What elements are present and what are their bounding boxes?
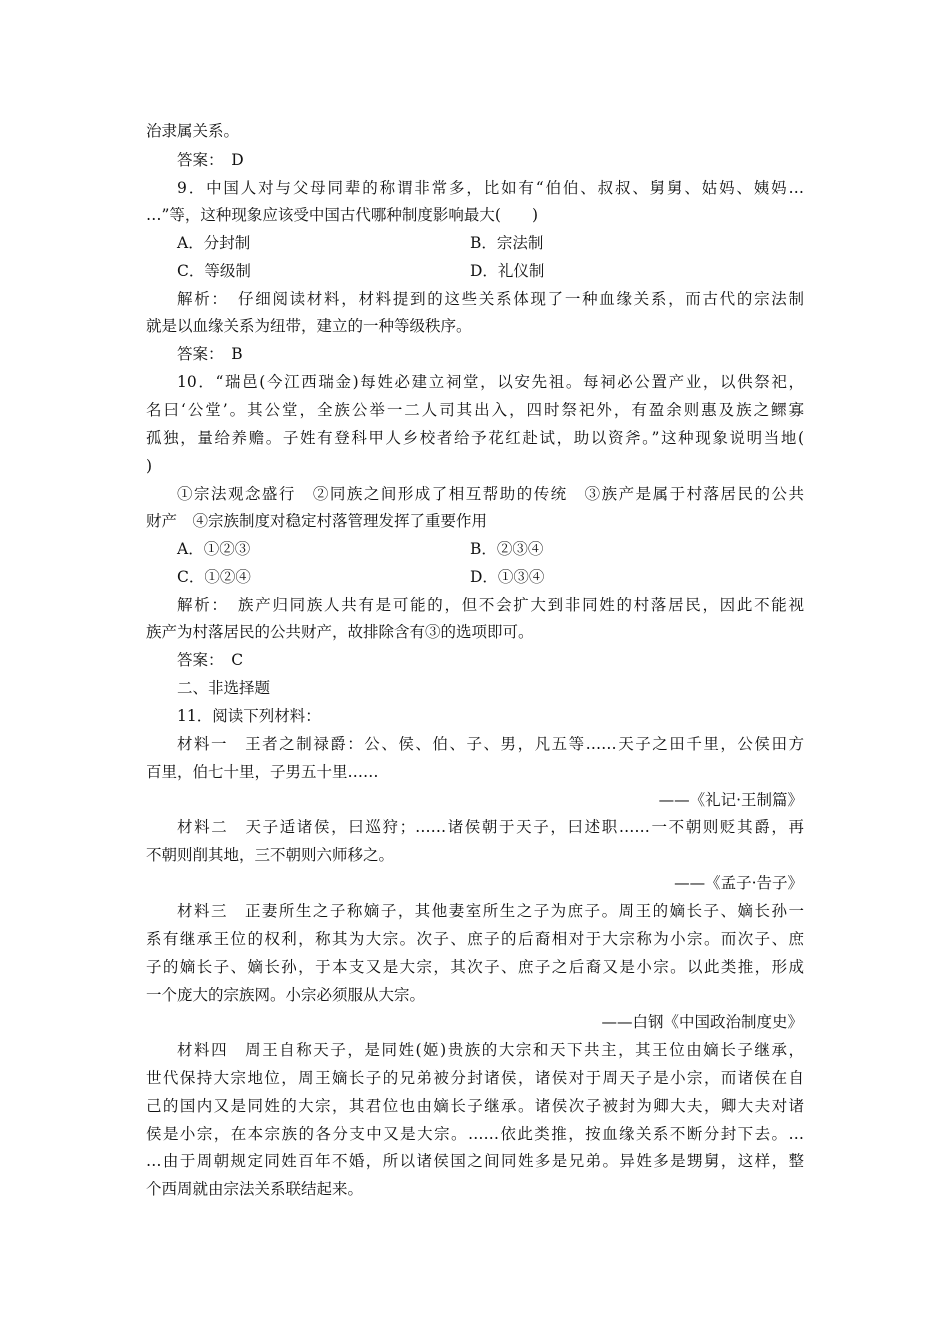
explanation-line: 族产为村落居民的公共财产，故排除含有③的选项即可。 [146,623,534,641]
question-10-line: 10．“瑞邑(今江西瑞金)每姓必建立祠堂，以安先祖。每祠必公置产业，以供祭祀， [177,373,804,391]
question-10-line: 财产 ④宗族制度对稳定村落管理发挥了重要作用 [146,512,488,530]
material-3-line: 一个庞大的宗族网。小宗必须服从大宗。 [146,986,426,1004]
material-4-line: 材料四 周王自称天子，是同姓(姬)贵族的大宗和天下共主，其王位由嫡长子继承， [177,1041,804,1059]
option-d: D．①③④ [470,568,545,586]
material-4-line: 世代保持大宗地位，周王嫡长子的兄弟被分封诸侯，诸侯对于周天子是小宗，而诸侯在自 [146,1069,804,1087]
material-1-line: 百里，伯七十里，子男五十里…… [146,763,379,781]
material-2-line: 材料二 天子适诸侯，曰巡狩；……诸侯朝于天子，曰述职……一不朝则贬其爵，再 [177,818,804,836]
option-a: A．分封制 [177,234,251,252]
option-b: B．宗法制 [470,234,544,252]
question-10-line: ①宗法观念盛行 ②同族之间形成了相互帮助的传统 ③族产是属于村落居民的公共 [177,485,804,503]
material-1-source: ——《礼记·王制篇》 [658,791,803,809]
material-3-line: 系有继承王位的权利，称其为大宗。次子、庶子的后裔相对于大宗称为小宗。而次子、庶 [146,930,804,948]
option-a: A．①②③ [177,540,251,558]
explanation-line: 解析： 族产归同族人共有是可能的，但不会扩大到非同姓的村落居民，因此不能视 [177,596,804,614]
section-heading: 二、非选择题 [177,679,271,697]
material-1-line: 材料一 王者之制禄爵：公、侯、伯、子、男，凡五等……天子之田千里，公侯田方 [177,735,804,753]
material-4-line: …由于周朝规定同姓百年不婚，所以诸侯国之间同姓多是兄弟。异姓多是甥舅，这样，整 [146,1152,804,1170]
option-b: B．②③④ [470,540,544,558]
material-3-source: ——白钢《中国政治制度史》 [601,1013,803,1031]
material-3-line: 子的嫡长子、嫡长孙，于本支又是大宗，其次子、庶子之后裔又是小宗。以此类推，形成 [146,958,804,976]
option-c: C．等级制 [177,262,251,280]
explanation-line: 解析： 仔细阅读材料，材料提到的这些关系体现了一种血缘关系，而古代的宗法制 [177,290,804,308]
material-4-line: 己的国内又是同姓的大宗，其君位也由嫡长子继承。诸侯次子被封为卿大夫，卿大夫对诸 [146,1097,804,1115]
text-line: 治隶属关系。 [146,122,240,140]
material-2-line: 不朝则削其地，三不朝则六师移之。 [146,846,395,864]
option-c: C．①②④ [177,568,251,586]
explanation-line: 就是以血缘关系为纽带，建立的一种等级秩序。 [146,317,472,335]
question-10-line: 名曰‘公堂’。其公堂，全族公举一二人司其出入，四时祭祀外，有盈余则惠及族之鳏寡 [146,401,804,419]
material-2-source: ——《孟子·告子》 [674,874,803,892]
material-4-line: 个西周就由宗法关系联结起来。 [146,1180,364,1198]
question-9-line: …”等，这种现象应该受中国古代哪种制度影响最大( ) [146,206,539,224]
question-9-line: 9．中国人对与父母同辈的称谓非常多，比如有“伯伯、叔叔、舅舅、姑妈、姨妈… [177,179,804,197]
material-4-line: 侯是小宗，在本宗族的各分支中又是大宗。……依此类推，按血缘关系不断分封下去。… [146,1125,804,1143]
question-11-line: 11．阅读下列材料： [177,707,321,725]
answer-line: 答案： C [177,651,244,669]
question-10-line: ) [146,457,153,475]
material-3-line: 材料三 正妻所生之子称嫡子，其他妻室所生之子为庶子。周王的嫡长子、嫡长孙一 [177,902,804,920]
answer-line: 答案： B [177,345,243,363]
option-d: D．礼仪制 [470,262,545,280]
answer-line: 答案： D [177,151,244,169]
question-10-line: 孤独，量给养赡。子姓有登科甲人乡校者给予花红赴试，助以资斧。”这种现象说明当地( [146,429,804,447]
